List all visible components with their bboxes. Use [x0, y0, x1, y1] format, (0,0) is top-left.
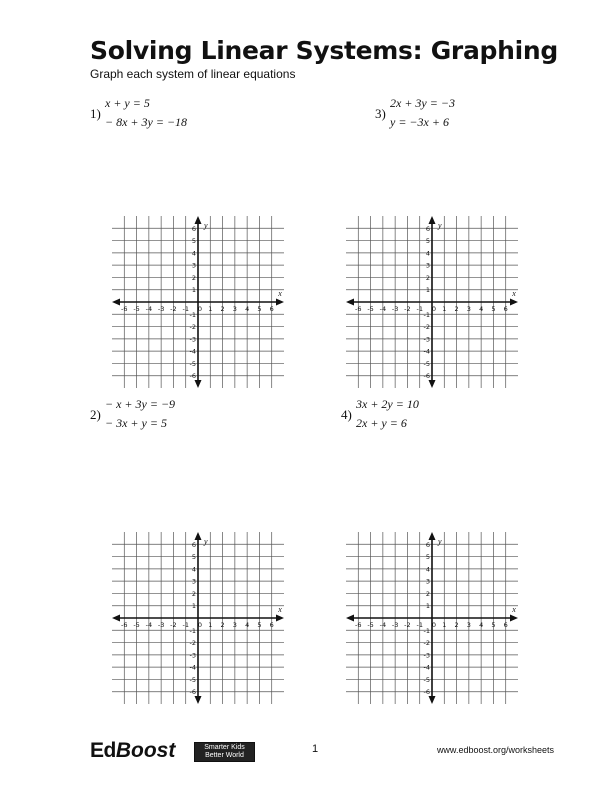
- y-tick-label: -4: [189, 347, 196, 356]
- x-axis-arrow-right: [276, 299, 284, 306]
- x-tick-label: -1: [416, 305, 423, 313]
- x-tick-label: 6: [269, 305, 274, 313]
- x-tick-label: -1: [182, 621, 189, 629]
- x-tick-label: 4: [479, 305, 484, 313]
- x-axis-label: x: [512, 289, 516, 298]
- y-tick-label: 4: [191, 249, 196, 258]
- x-tick-label: -1: [416, 621, 423, 629]
- page-title: Solving Linear Systems: Graphing: [90, 36, 558, 65]
- equation-1: 2x + 3y = −3: [390, 96, 455, 110]
- y-axis-label: y: [204, 221, 208, 230]
- y-tick-label: -5: [423, 675, 430, 684]
- x-tick-label: -3: [391, 621, 399, 629]
- coordinate-grid-3[interactable]: [346, 216, 518, 388]
- y-tick-label: 5: [191, 553, 196, 562]
- x-tick-label: -2: [404, 305, 411, 313]
- x-tick-label: 3: [232, 305, 237, 313]
- logo-tagline: [194, 742, 255, 762]
- y-tick-label: 5: [191, 237, 196, 246]
- y-tick-label: 4: [425, 249, 430, 258]
- y-tick-label: -5: [423, 359, 430, 368]
- y-tick-label: 1: [425, 286, 430, 295]
- x-tick-label: -3: [157, 305, 165, 313]
- x-axis-label: x: [278, 605, 282, 614]
- logo-ed-text: Ed: [90, 739, 116, 762]
- x-axis-arrow-left: [112, 615, 120, 622]
- equation-2: 2x + y = 6: [356, 416, 407, 430]
- y-tick-label: -5: [189, 359, 196, 368]
- logo-boost-text: Boost: [115, 739, 176, 762]
- x-tick-label: -4: [145, 621, 153, 629]
- y-tick-label: 1: [191, 286, 196, 295]
- x-tick-label: -2: [404, 621, 411, 629]
- x-axis-arrow-left: [112, 299, 120, 306]
- y-tick-label: 3: [425, 261, 430, 270]
- y-axis-arrow-up: [195, 532, 202, 540]
- y-tick-label: -3: [189, 335, 196, 344]
- x-tick-label: -4: [379, 621, 387, 629]
- x-tick-label: 0: [431, 621, 437, 629]
- y-tick-label: -1: [189, 310, 196, 319]
- y-tick-label: -6: [189, 372, 196, 381]
- y-tick-label: -2: [189, 323, 196, 332]
- x-tick-label: 6: [503, 621, 508, 629]
- x-tick-label: 5: [257, 305, 262, 313]
- y-tick-label: 6: [191, 224, 196, 233]
- y-tick-label: 6: [425, 540, 430, 549]
- edboost-logo: [90, 739, 245, 763]
- x-tick-label: 0: [197, 305, 203, 313]
- x-tick-label: 4: [479, 621, 484, 629]
- x-axis-arrow-right: [510, 299, 518, 306]
- x-tick-label: 1: [208, 621, 213, 629]
- y-axis-label: y: [204, 537, 208, 546]
- equation-1: 3x + 2y = 10: [356, 397, 419, 411]
- x-tick-label: -4: [145, 305, 153, 313]
- y-axis-arrow-up: [429, 216, 436, 224]
- y-tick-label: 3: [191, 577, 196, 586]
- x-tick-label: -6: [121, 305, 128, 313]
- y-axis-arrow-up: [429, 532, 436, 540]
- x-axis-arrow-left: [346, 615, 354, 622]
- y-tick-label: 6: [425, 224, 430, 233]
- x-tick-label: -1: [182, 305, 189, 313]
- x-tick-label: -2: [170, 621, 177, 629]
- y-axis-label: y: [438, 537, 442, 546]
- y-tick-label: -1: [189, 626, 196, 635]
- y-tick-label: -5: [189, 675, 196, 684]
- equation-2: − 8x + 3y = −18: [105, 115, 188, 129]
- y-tick-label: 2: [425, 589, 430, 598]
- y-axis-arrow-up: [195, 216, 202, 224]
- y-tick-label: -1: [423, 626, 430, 635]
- equation-2: − 3x + y = 5: [105, 416, 167, 430]
- x-tick-label: -2: [170, 305, 177, 313]
- page-number: 1: [312, 743, 319, 755]
- y-tick-label: -2: [423, 323, 430, 332]
- coordinate-grid-4[interactable]: [346, 532, 518, 704]
- equation-2: y = −3x + 6: [390, 115, 449, 129]
- tagline-line-1: Smarter Kids: [204, 744, 245, 751]
- y-axis-arrow-down: [195, 696, 202, 704]
- equation-1: − x + 3y = −9: [105, 397, 176, 411]
- x-tick-label: -5: [133, 305, 140, 313]
- x-tick-label: 1: [442, 621, 447, 629]
- problem-number: 3): [375, 106, 386, 121]
- y-tick-label: 2: [191, 273, 196, 282]
- x-tick-label: 4: [245, 305, 250, 313]
- equation-1: x + y = 5: [105, 96, 150, 110]
- x-tick-label: 1: [208, 305, 213, 313]
- x-tick-label: 5: [257, 621, 262, 629]
- x-tick-label: -3: [157, 621, 165, 629]
- x-tick-label: 5: [491, 621, 496, 629]
- x-tick-label: -5: [367, 305, 374, 313]
- x-tick-label: -4: [379, 305, 387, 313]
- y-tick-label: -3: [423, 335, 430, 344]
- y-tick-label: -4: [423, 347, 430, 356]
- x-tick-label: 3: [232, 621, 237, 629]
- x-tick-label: -3: [391, 305, 399, 313]
- y-tick-label: -2: [423, 639, 430, 648]
- y-tick-label: -2: [189, 639, 196, 648]
- y-tick-label: -4: [189, 663, 196, 672]
- y-tick-label: 4: [191, 565, 196, 574]
- y-tick-label: -1: [423, 310, 430, 319]
- x-tick-label: -6: [121, 621, 128, 629]
- x-tick-label: 2: [454, 305, 459, 313]
- y-tick-label: 2: [191, 589, 196, 598]
- y-tick-label: -4: [423, 663, 430, 672]
- y-tick-label: 5: [425, 237, 430, 246]
- x-axis-arrow-right: [276, 615, 284, 622]
- y-tick-label: 3: [425, 577, 430, 586]
- y-tick-label: 3: [191, 261, 196, 270]
- problem-number: 4): [341, 407, 352, 422]
- problem-number: 1): [90, 106, 101, 121]
- y-axis-arrow-down: [195, 380, 202, 388]
- x-tick-label: 1: [442, 305, 447, 313]
- x-tick-label: 3: [466, 305, 471, 313]
- y-tick-label: -6: [423, 372, 430, 381]
- coordinate-grid-2[interactable]: [112, 532, 284, 704]
- x-tick-label: -6: [355, 305, 362, 313]
- y-tick-label: -3: [189, 651, 196, 660]
- y-tick-label: 6: [191, 540, 196, 549]
- x-tick-label: 5: [491, 305, 496, 313]
- x-tick-label: 0: [431, 305, 437, 313]
- x-tick-label: 3: [466, 621, 471, 629]
- tagline-line-2: Better World: [205, 752, 244, 759]
- x-tick-label: 6: [269, 621, 274, 629]
- x-axis-label: x: [512, 605, 516, 614]
- coordinate-grid-1[interactable]: [112, 216, 284, 388]
- y-tick-label: -6: [189, 688, 196, 697]
- y-tick-label: 5: [425, 553, 430, 562]
- y-axis-arrow-down: [429, 380, 436, 388]
- y-tick-label: 1: [191, 602, 196, 611]
- problem-number: 2): [90, 407, 101, 422]
- y-tick-label: 1: [425, 602, 430, 611]
- x-tick-label: 2: [220, 305, 225, 313]
- x-axis-arrow-right: [510, 615, 518, 622]
- x-tick-label: 6: [503, 305, 508, 313]
- x-tick-label: 0: [197, 621, 203, 629]
- x-axis-arrow-left: [346, 299, 354, 306]
- y-tick-label: 4: [425, 565, 430, 574]
- y-tick-label: -3: [423, 651, 430, 660]
- x-axis-label: x: [278, 289, 282, 298]
- y-tick-label: -6: [423, 688, 430, 697]
- y-axis-arrow-down: [429, 696, 436, 704]
- website-link[interactable]: www.edboost.org/worksheets: [436, 745, 554, 755]
- x-tick-label: 2: [454, 621, 459, 629]
- y-axis-label: y: [438, 221, 442, 230]
- x-tick-label: -5: [133, 621, 140, 629]
- x-tick-label: 2: [220, 621, 225, 629]
- page-instructions: Graph each system of linear equations: [90, 67, 296, 81]
- x-tick-label: 4: [245, 621, 250, 629]
- x-tick-label: -5: [367, 621, 374, 629]
- y-tick-label: 2: [425, 273, 430, 282]
- x-tick-label: -6: [355, 621, 362, 629]
